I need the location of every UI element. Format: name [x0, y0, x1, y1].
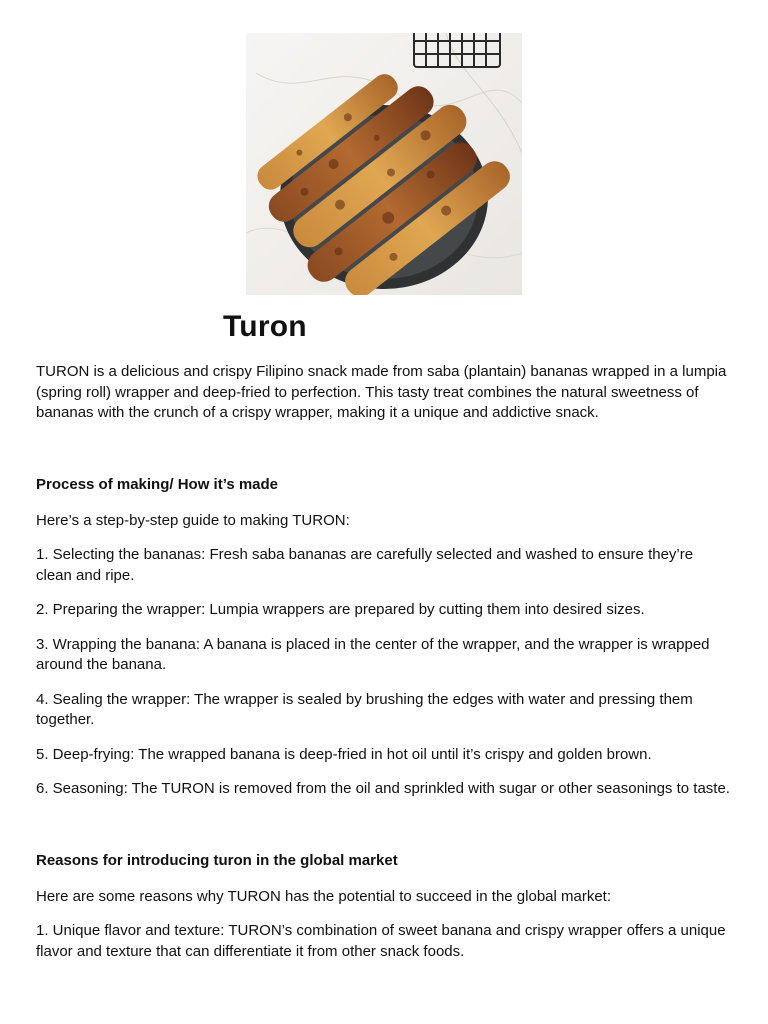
process-step-3: 3. Wrapping the banana: A banana is placed in the center of the wrapper, and the wrapper is wrapped around the banana. [36, 635, 710, 673]
process-step-5: 5. Deep-frying: The wrapped banana is deep-fried in hot oil until it’s crispy and golden brown. [36, 745, 652, 763]
intro-paragraph: TURON is a delicious and crispy Filipino snack made from saba (plantain) bananas wrapped in a lumpia (spring roll) wrapper and deep-fried to perfection. This tasty treat combines the natural sweetness of bananas with the crunch of a crispy wrapper, making it a unique and addictive snack. [36, 363, 727, 421]
process-heading: Process of making/ How it’s made [36, 475, 279, 493]
process-step-2: 2. Preparing the wrapper: Lumpia wrappers are prepared by cutting them into desired sizes. [36, 601, 645, 618]
section-spacer [36, 424, 732, 475]
turon-dish-photo [246, 33, 522, 295]
reasons-lead: Here are some reasons why TURON has the potential to succeed in the global market: [36, 887, 612, 905]
reasons-heading: Reasons for introducing turon in the global market [36, 851, 398, 869]
article-body [36, 362, 732, 976]
process-lead: Here’s a step-by-step guide to making TURON: [36, 511, 350, 529]
page-title: Turon [223, 310, 307, 343]
process-step-4: 4. Sealing the wrapper: The wrapper is sealed by brushing the edges with water and pressing them together. [36, 690, 693, 728]
process-step-1: 1. Selecting the bananas: Fresh saba bananas are carefully selected and washed to ensure they’re clean and ripe. [36, 546, 694, 584]
reason-item-1: 1. Unique flavor and texture: TURON’s combination of sweet banana and crispy wrapper offers a unique flavor and texture that can differentiate it from other snack foods. [36, 922, 726, 960]
section-spacer [36, 814, 732, 851]
process-step-6: 6. Seasoning: The TURON is removed from the oil and sprinkled with sugar or other seasonings to taste. [36, 780, 730, 797]
turon-dish-image [246, 33, 522, 295]
